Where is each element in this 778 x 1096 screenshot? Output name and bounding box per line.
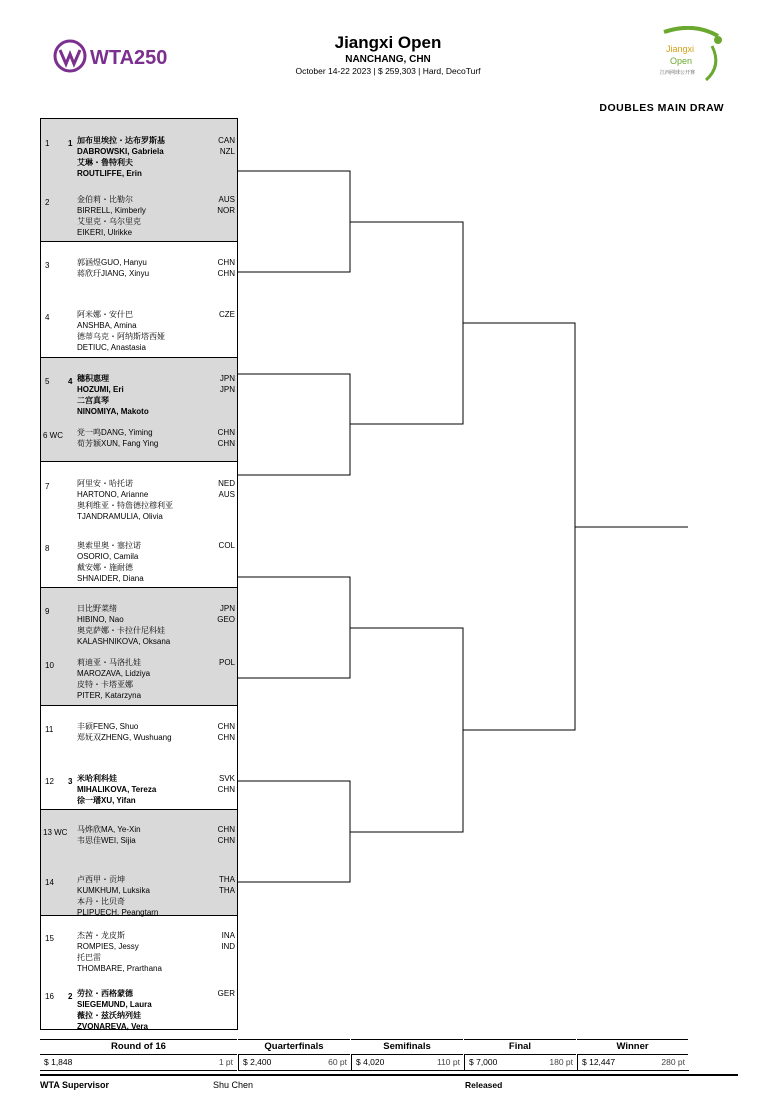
draw-position: 3 <box>45 261 50 270</box>
player-line: 郑妩双ZHENG, Wushuang <box>77 733 172 742</box>
player-line: 莉迪亚・马洛扎娃 <box>77 658 141 667</box>
bracket-line <box>238 577 350 678</box>
player-line: 蒋欣玗JIANG, Xinyu <box>77 269 150 278</box>
player-line: 穗积惠理 <box>77 374 109 383</box>
seed-number: 1 <box>68 139 73 148</box>
prize-cell: $ 7,000 180 pt <box>464 1055 577 1071</box>
player-line: 本丹・比贝奇 <box>77 897 125 906</box>
player-line: 艾琳・鲁特利夫 <box>77 158 133 167</box>
supervisor-name: Shu Chen <box>213 1080 254 1090</box>
prize-cell: $ 1,848 1 pt <box>40 1055 237 1071</box>
nation-code: CHN <box>217 439 235 448</box>
draw-position: 7 <box>45 482 50 491</box>
player-line: OSORIO, Camila <box>77 552 139 561</box>
svg-text:Open: Open <box>670 56 693 66</box>
player-line: EIKERI, Ulrikke <box>77 228 133 237</box>
round-header: Quarterfinals <box>238 1039 350 1055</box>
prize-money-table <box>40 1039 688 1073</box>
draw-position: 13 WC <box>43 828 68 837</box>
player-line: 薇拉・兹沃纳列娃 <box>77 1011 141 1020</box>
player-line: ROUTLIFFE, Erin <box>77 169 142 178</box>
player-line: 戴安娜・施耐德 <box>77 563 133 572</box>
draw-position: 8 <box>45 544 50 553</box>
player-line: SHNAIDER, Diana <box>77 574 144 583</box>
player-line: SIEGEMUND, Laura <box>77 1000 152 1009</box>
player-line: 徐一璠XU, Yifan <box>77 796 136 805</box>
draw-position: 9 <box>45 607 50 616</box>
player-line: 奥克萨娜・卡拉什尼科娃 <box>77 626 165 635</box>
player-line: 奥索里奥・塞拉诺 <box>77 541 141 550</box>
player-line: 阿里安・哈托诺 <box>77 479 133 488</box>
player-line: ZVONAREVA, Vera <box>77 1022 148 1031</box>
player-line: 荀芳颖XUN, Fang Ying <box>77 439 159 448</box>
draw-position: 6 WC <box>43 431 63 440</box>
player-line: 郭涵煜GUO, Hanyu <box>77 258 147 267</box>
player-line: 金伯莉・比勒尔 <box>77 195 133 204</box>
svg-text:Jiangxi: Jiangxi <box>666 44 695 54</box>
nation-code: CHN <box>217 269 235 278</box>
player-line: PITER, Katarzyna <box>77 691 142 700</box>
player-line: 马烨欣MA, Ye-Xin <box>77 825 141 834</box>
nation-code: JPN <box>219 374 235 383</box>
player-line: NINOMIYA, Makoto <box>77 407 149 416</box>
draw-position: 5 <box>45 377 50 386</box>
player-line: 劳拉・西格蒙德 <box>77 989 133 998</box>
player-line: 奥利维亚・特詹德拉穆利亚 <box>77 501 173 510</box>
seed-number: 4 <box>68 377 73 386</box>
seed-number: 3 <box>68 777 73 786</box>
nation-code: CHN <box>217 428 235 437</box>
player-line: 皮特・卡塔亚娜 <box>77 680 133 689</box>
bracket-line <box>238 374 350 475</box>
round-header: Round of 16 <box>40 1039 237 1055</box>
player-line: 托巴雷 <box>77 953 101 962</box>
round-header: Winner <box>577 1039 688 1055</box>
player-line: MAROZAVA, Lidziya <box>77 669 151 678</box>
draw-position: 15 <box>45 934 54 943</box>
player-line: 艾里克・乌尔里克 <box>77 217 141 226</box>
player-line: 丰硕FENG, Shuo <box>77 722 139 731</box>
nation-code: CHN <box>217 785 235 794</box>
nation-code: GEO <box>217 615 235 624</box>
released-label: Released <box>465 1080 503 1090</box>
player-line: KALASHNIKOVA, Oksana <box>77 637 171 646</box>
player-line: 二宫真琴 <box>77 396 109 405</box>
player-line: 加布里埃拉・达布罗斯基 <box>77 136 165 145</box>
player-line: DETIUC, Anastasia <box>77 343 146 352</box>
draw-position: 2 <box>45 198 50 207</box>
player-line: ROMPIES, Jessy <box>77 942 139 951</box>
bracket-line <box>238 171 350 272</box>
player-line: BIRRELL, Kimberly <box>77 206 146 215</box>
nation-code: THA <box>219 886 235 895</box>
nation-code: INA <box>221 931 235 940</box>
svg-text:江西网球公开赛: 江西网球公开赛 <box>660 70 696 76</box>
player-line: 韦思佳WEI, Sijia <box>77 836 136 845</box>
player-line: HOZUMI, Eri <box>77 385 124 394</box>
nation-code: CAN <box>218 136 235 145</box>
prize-cell: $ 4,020 110 pt <box>351 1055 464 1071</box>
player-line: MIHALIKOVA, Tereza <box>77 785 157 794</box>
draw-name: DOUBLES MAIN DRAW <box>599 102 724 114</box>
page-title: Jiangxi Open <box>334 33 442 52</box>
draw-position: 11 <box>45 725 54 734</box>
nation-code: JPN <box>219 604 235 613</box>
nation-code: COL <box>218 541 235 550</box>
bracket-line <box>463 323 575 730</box>
player-line: THOMBARE, Prarthana <box>77 964 162 973</box>
bracket-line <box>238 781 350 882</box>
draw-position: 4 <box>45 313 50 322</box>
nation-code: AUS <box>218 195 235 204</box>
player-line: 卢西甲・贡坤 <box>77 875 125 884</box>
nation-code: CHN <box>217 722 235 731</box>
bracket-line <box>350 222 463 424</box>
supervisor-label: WTA Supervisor <box>40 1080 110 1090</box>
round-header: Final <box>464 1039 576 1055</box>
player-line: 杰茜・龙皮斯 <box>77 931 125 940</box>
seed-number: 2 <box>68 992 73 1001</box>
draw-position: 14 <box>45 878 54 887</box>
player-line: 阿米娜・安什巴 <box>77 310 133 319</box>
nation-code: NZL <box>219 147 235 156</box>
player-line: KUMKHUM, Luksika <box>77 886 150 895</box>
nation-code: CHN <box>217 825 235 834</box>
player-line: 米哈利科娃 <box>77 774 117 783</box>
player-line: TJANDRAMULIA, Olivia <box>77 512 163 521</box>
draw-position: 16 <box>45 992 54 1001</box>
bracket-line <box>350 628 463 832</box>
player-line: HARTONO, Arianne <box>77 490 149 499</box>
nation-code: CZE <box>219 310 235 319</box>
nation-code: IND <box>221 942 235 951</box>
wta-logo-text: WTA250 <box>90 47 168 69</box>
player-line: 德蒂乌克・阿纳斯塔西娅 <box>77 332 165 341</box>
nation-code: THA <box>219 875 235 884</box>
prize-cell: $ 12,447 280 pt <box>577 1055 689 1071</box>
draw-position: 10 <box>45 661 54 670</box>
tournament-details: October 14-22 2023 | $ 259,303 | Hard, DecoTurf <box>295 66 481 76</box>
nation-code: POL <box>218 658 235 667</box>
player-line: PLIPUECH, Peangtarn <box>77 908 159 917</box>
player-line: 日比野菜绪 <box>77 604 117 613</box>
prize-cell: $ 2,400 60 pt <box>238 1055 351 1071</box>
nation-code: GER <box>217 989 235 998</box>
draw-position: 1 <box>45 139 50 148</box>
player-line: ANSHBA, Amina <box>77 321 137 330</box>
player-line: DABROWSKI, Gabriela <box>77 147 164 156</box>
draw-position: 12 <box>45 777 54 786</box>
player-line: HIBINO, Nao <box>77 615 124 624</box>
player-line: 党一鸣DANG, Yiming <box>77 428 153 437</box>
nation-code: AUS <box>218 490 235 499</box>
nation-code: CHN <box>217 733 235 742</box>
nation-code: NOR <box>217 206 235 215</box>
nation-code: CHN <box>217 258 235 267</box>
nation-code: JPN <box>219 385 235 394</box>
footer-divider <box>40 1074 738 1076</box>
nation-code: CHN <box>217 836 235 845</box>
round-header: Semifinals <box>351 1039 463 1055</box>
nation-code: SVK <box>218 774 235 783</box>
nation-code: NED <box>218 479 235 488</box>
location: NANCHANG, CHN <box>345 54 431 65</box>
